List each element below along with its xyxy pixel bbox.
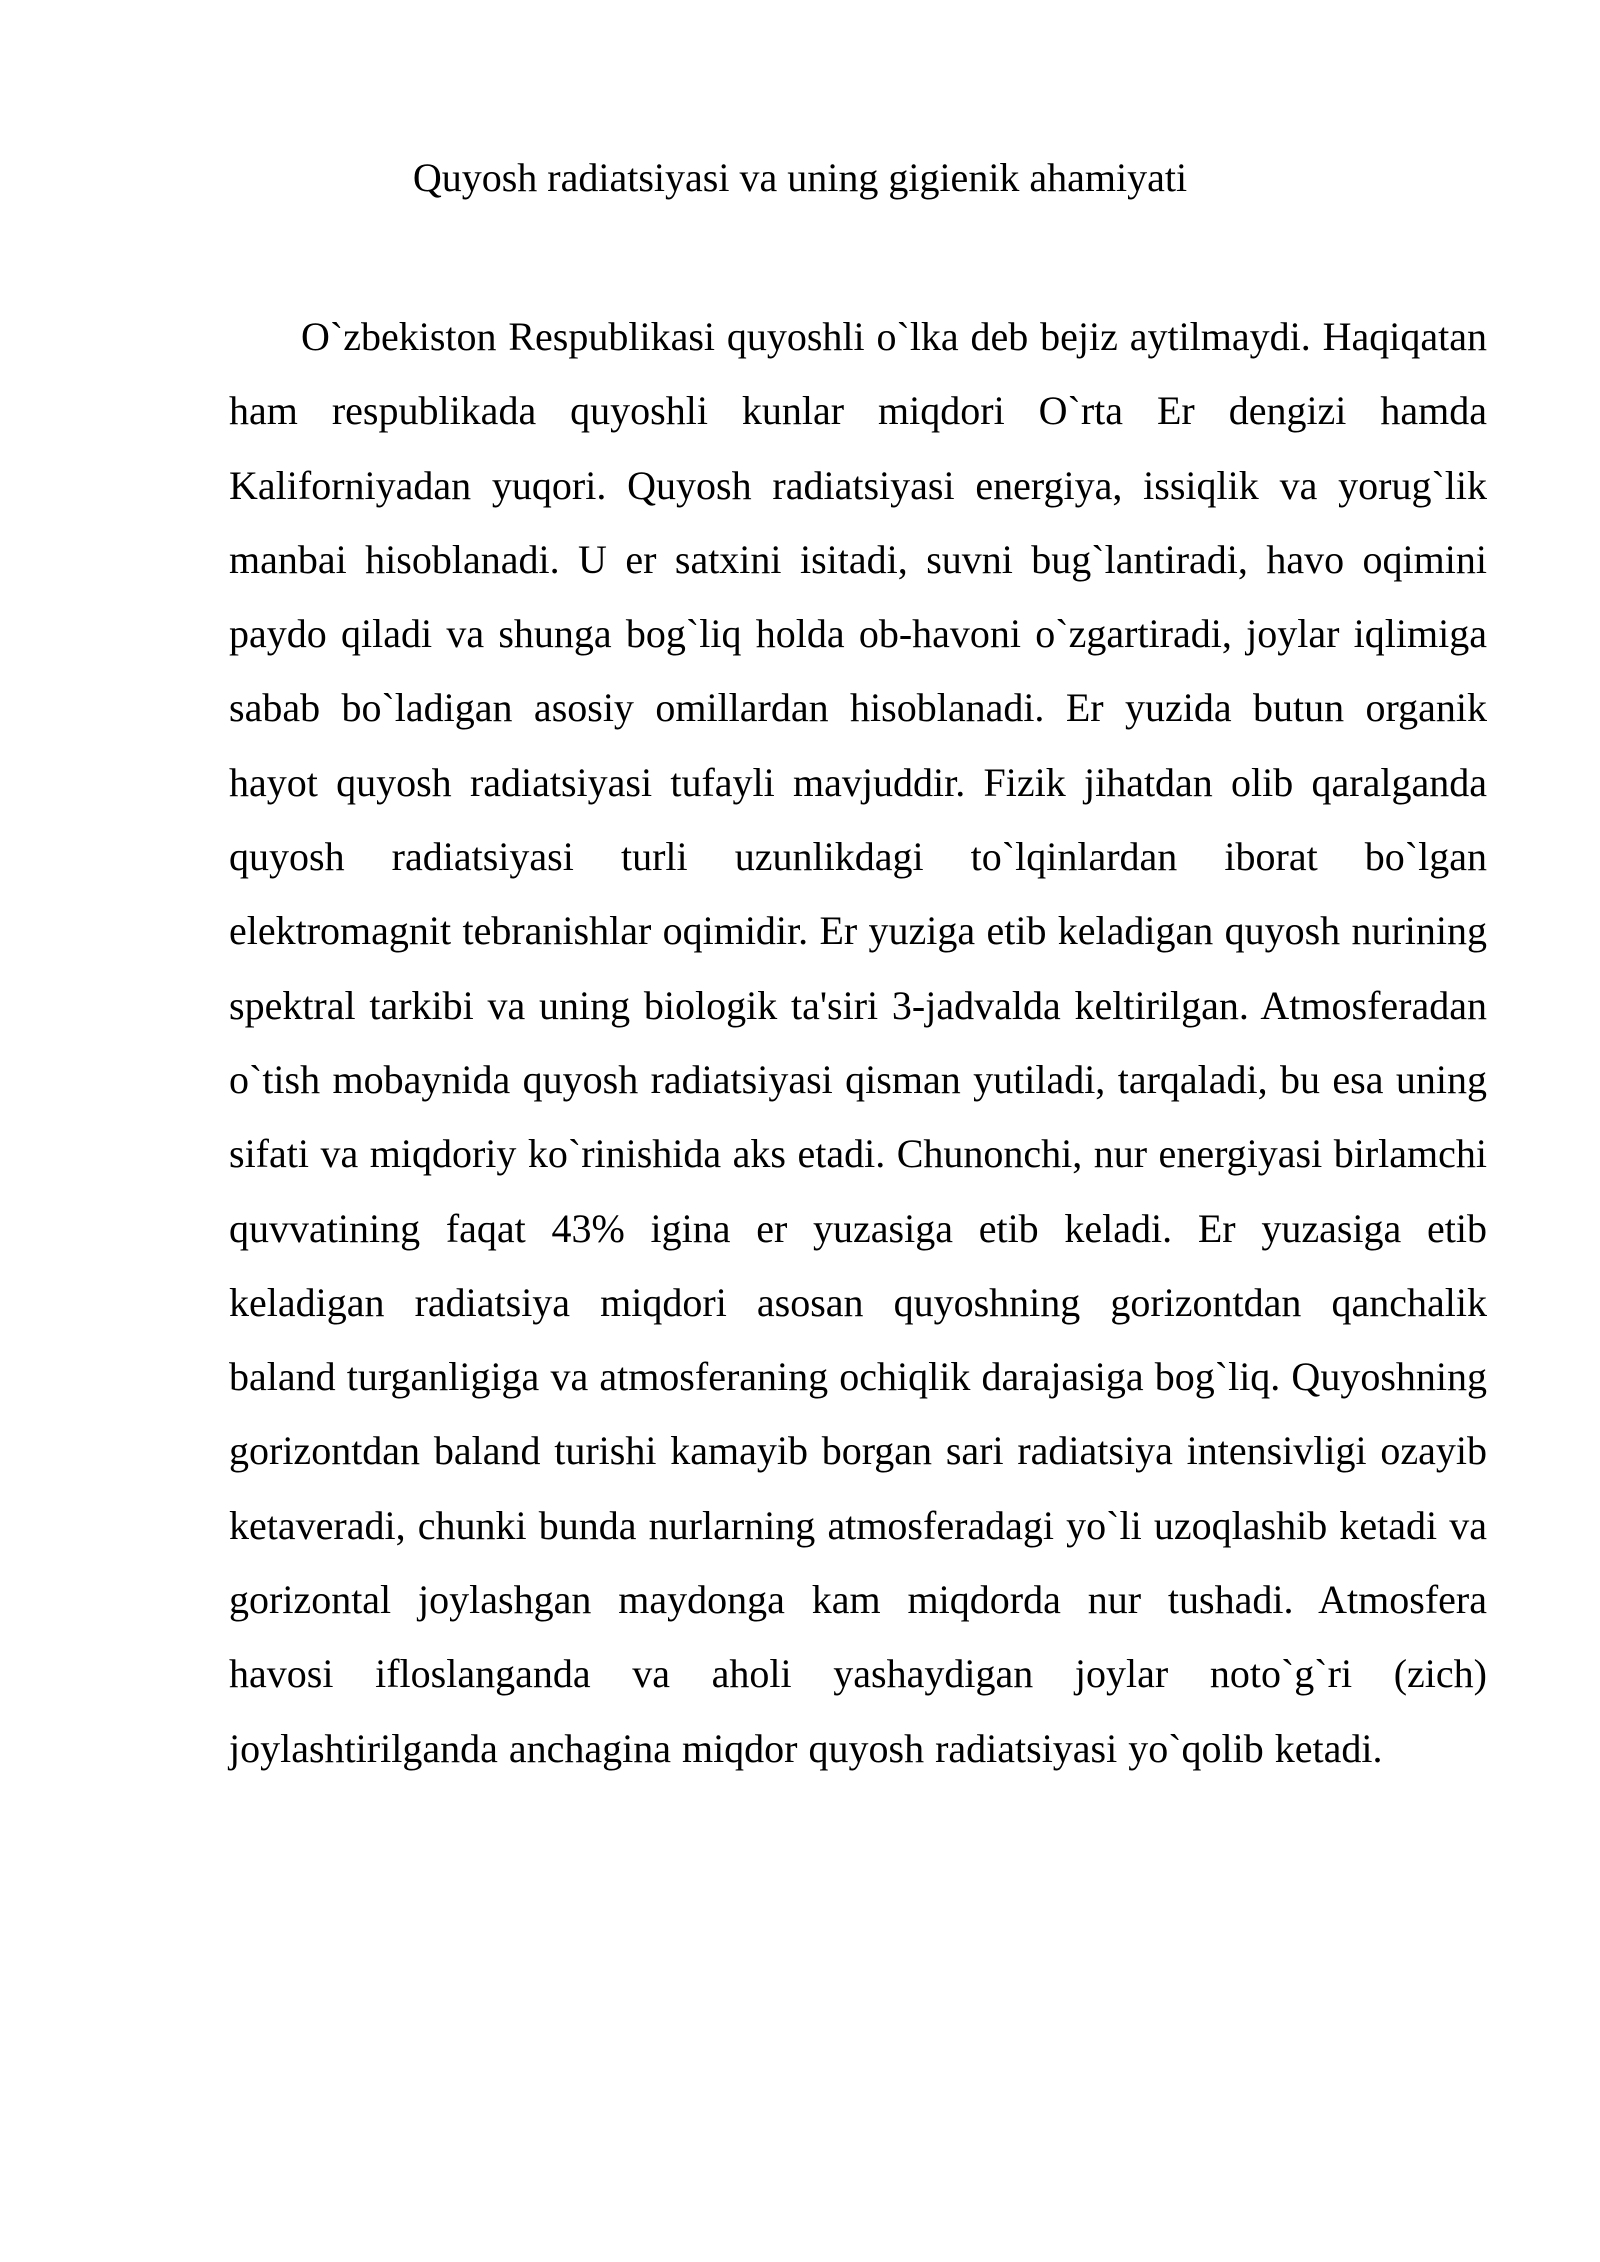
body-paragraph: O`zbekiston Respublikasi quyoshli o`lka deb bejiz aytilmaydi. Haqiqatan ham respublikada quyoshli kunlar miqdori O`rta Er dengizi hamda Kaliforniyadan yuqori. Quyosh radiatsiyasi energiya, issiqlik va yorug`lik manbai hisoblanadi. U er satxini isitadi, suvni bug`lantiradi, havo oqimini paydo qiladi va shunga bog`liq holda ob-havoni o`zgartiradi, joylar iqlimiga sabab bo`ladigan asosiy omillardan hisoblanadi. Er yuzida butun organik hayot quyosh radiatsiyasi tufayli mavjuddir. Fizik jihatdan olib qaralganda quyosh radiatsiyasi turli uzunlikdagi to`lqinlardan iborat bo`lgan elektromagnit tebranishlar oqimidir. Er yuziga etib keladigan quyosh nurining spektral tarkibi va uning biologik ta'siri 3-jadvalda keltirilgan. Atmosferadan o`tish mobaynida quyosh radiatsiyasi qisman yutiladi, tarqaladi, bu esa uning sifati va miqdoriy ko`rinishida aks etadi. Chunonchi, nur energiyasi birlamchi quvvatining faqat 43% igina er yuzasiga etib keladi. Er yuzasiga etib keladigan radiatsiya miqdori asosan quyoshning gorizontdan qanchalik baland turganligiga va atmosferaning ochiqlik darajasiga bog`liq. Quyoshning gorizontdan baland turishi kamayib borgan sari radiatsiya intensivligi ozayib ketaveradi, chunki bunda nurlarning atmosferadagi yo`li uzoqlashib ketadi va gorizontal joylashgan maydonga kam miqdorda nur tushadi. Atmosfera havosi ifloslanganda va aholi yashaydigan joylar noto`g`ri (zich) joylashtirilganda anchagina miqdor quyosh radiatsiyasi yo`qolib ketadi. <box>229 314 1487 1771</box>
document-title: Quyosh radiatsiyasi va uning gigienik ahamiyati <box>412 155 1188 200</box>
